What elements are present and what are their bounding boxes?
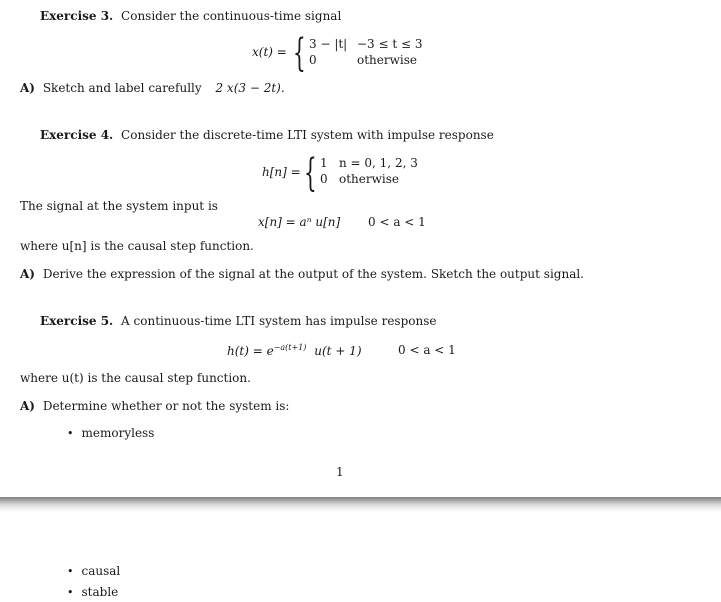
exercise-4-where: where u[n] is the causal step function. — [20, 239, 254, 253]
exercise-3-heading — [40, 10, 341, 22]
exercise-5-part-a — [20, 400, 289, 412]
part-a-label: A) — [20, 267, 35, 281]
part-a-label: A) — [20, 81, 35, 95]
bullet-icon: • — [67, 565, 74, 578]
bullet-icon: • — [67, 427, 74, 440]
exercise-4-input-text: The signal at the system input is — [20, 199, 218, 213]
exercise-5-label: Exercise 5. — [40, 314, 114, 328]
exercise-3-case2-cond: otherwise — [357, 53, 417, 67]
exercise-4-case1-cond: n = 0, 1, 2, 3 — [339, 156, 418, 170]
part-a-text: Sketch and label carefully — [42, 81, 202, 95]
exercise-4-lhs: h[n] = — [262, 165, 301, 179]
part-a-expression: 2 x(3 − 2t). — [215, 81, 285, 95]
part-a-label: A) — [20, 399, 35, 413]
part-a-text: Derive the expression of the signal at the output of the system. Sketch the output signal. — [42, 267, 584, 281]
exercise-3-lhs: x(t) = — [252, 45, 287, 59]
exercise-5-heading — [40, 315, 437, 327]
exercise-5-cond: 0 < a < 1 — [398, 343, 456, 357]
list-item-label: stable — [81, 585, 119, 599]
list-item — [67, 586, 118, 598]
page-number: 1 — [336, 465, 344, 479]
expr-exponent: −a(t+1) — [273, 343, 307, 352]
exercise-4-label: Exercise 4. — [40, 128, 114, 142]
exercise-5-intro: A continuous-time LTI system has impulse response — [121, 314, 437, 328]
exercise-5-expression — [227, 344, 362, 357]
list-item — [67, 427, 154, 439]
exercise-3-case1-expr: 3 − |t| — [309, 37, 348, 51]
exercise-5-where: where u(t) is the causal step function. — [20, 371, 251, 385]
part-a-text: Determine whether or not the system is: — [42, 399, 290, 413]
exercise-4-intro: Consider the discrete-time LTI system with impulse response — [121, 128, 494, 142]
list-item-label: memoryless — [81, 426, 155, 440]
exercise-4-case2-expr: 0 — [320, 172, 328, 186]
list-item — [67, 565, 120, 577]
brace-icon: { — [304, 149, 317, 195]
exercise-4-input-expr: x[n] = aⁿ u[n] — [258, 215, 341, 229]
exercise-3-case2-expr: 0 — [309, 53, 317, 67]
exercise-3-case1-cond: −3 ≤ t ≤ 3 — [357, 37, 423, 51]
list-item-label: causal — [81, 564, 121, 578]
exercise-3-part-a — [20, 82, 285, 94]
expr-base: h(t) = e — [227, 344, 274, 358]
brace-icon: { — [293, 29, 306, 75]
exercise-4-case2-cond: otherwise — [339, 172, 399, 186]
exercise-3-label: Exercise 3. — [40, 9, 114, 23]
bullet-icon: • — [67, 586, 74, 599]
exercise-4-case1-expr: 1 — [320, 156, 328, 170]
exercise-4-input-cond: 0 < a < 1 — [368, 215, 426, 229]
exercise-4-heading — [40, 129, 494, 141]
page-break-shadow — [0, 499, 721, 513]
expr-tail: u(t + 1) — [314, 344, 362, 358]
exercise-4-part-a — [20, 268, 584, 280]
exercise-3-intro: Consider the continuous-time signal — [121, 9, 342, 23]
